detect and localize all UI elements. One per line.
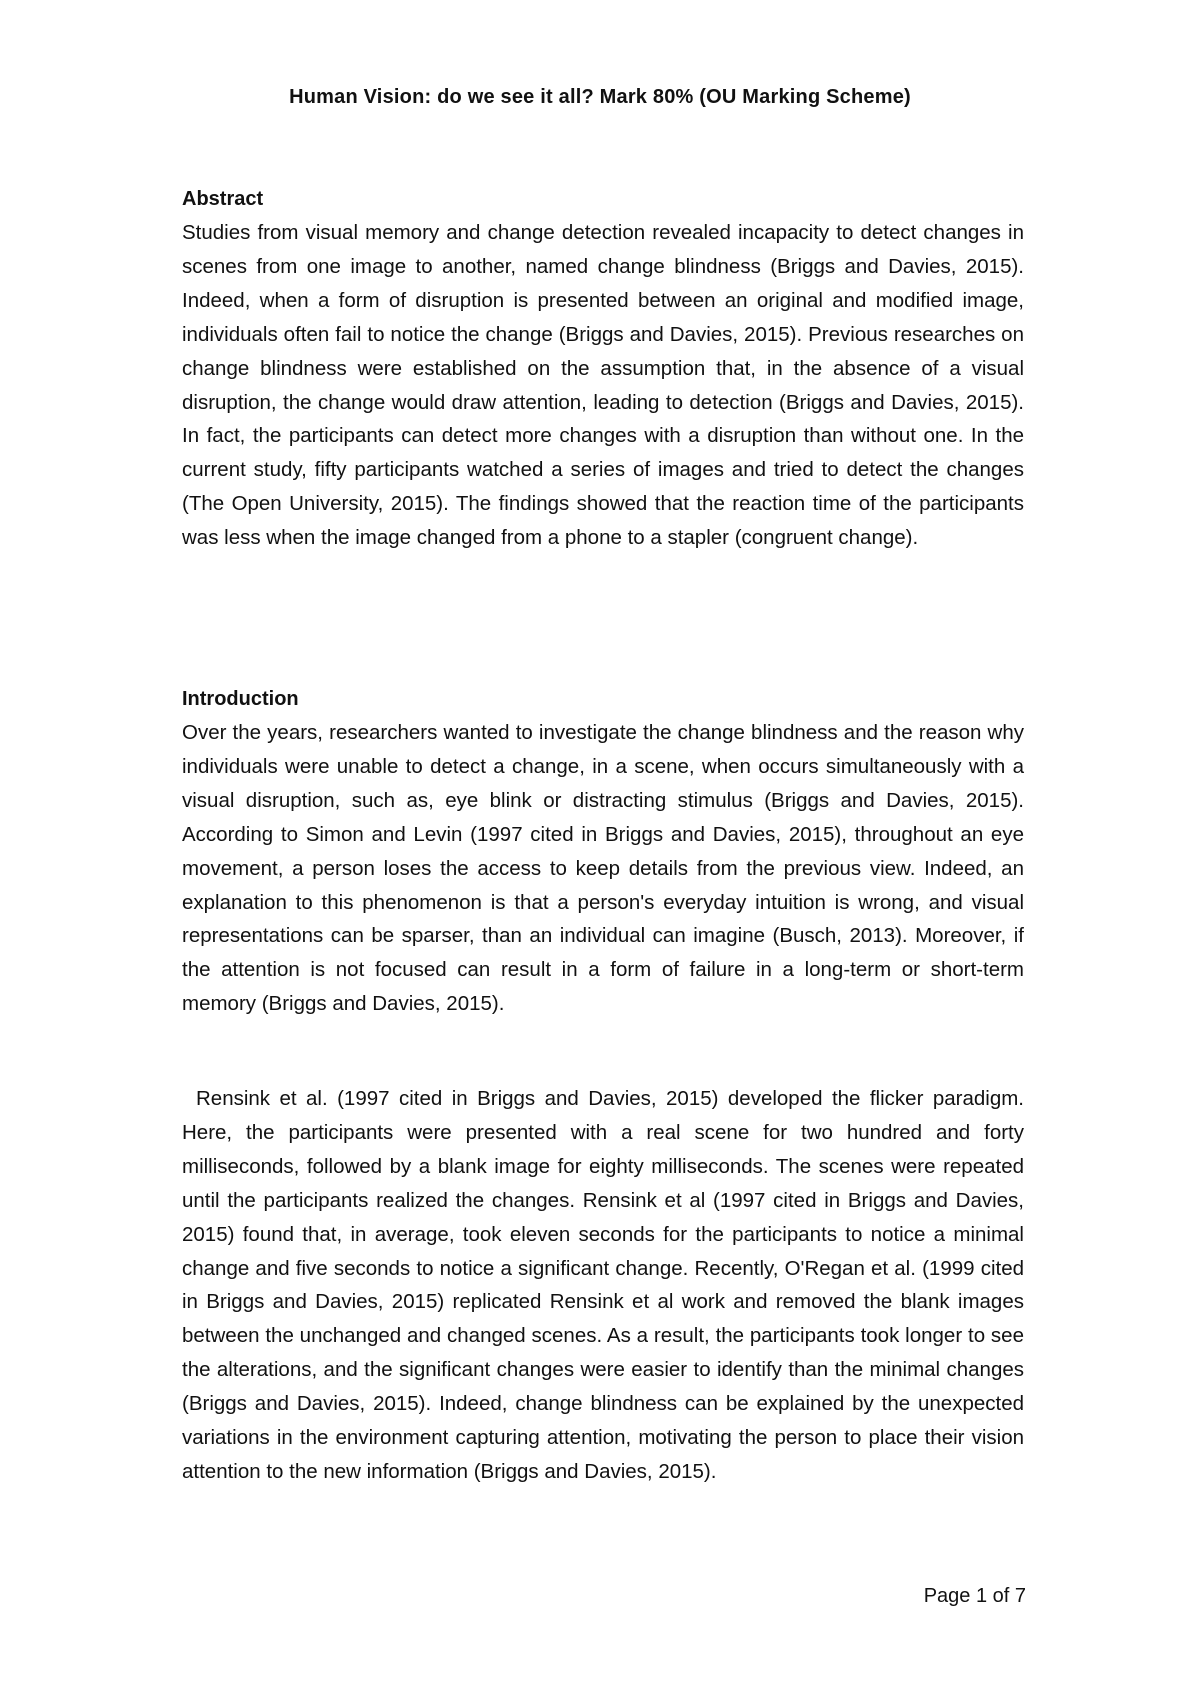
page-number: Page 1 of 7 <box>923 1585 1026 1607</box>
abstract-section <box>182 182 1024 555</box>
introduction-paragraph-1: Over the years, researchers wanted to investigate the change blindness and the reason why individuals were unable to detect a change, in a scene, when occurs simultaneously with a visual disruption, such as, eye blink or distracting stimulus (Briggs and Davies, 2015). According to Simon and Levin (1997 cited in Briggs and Davies, 2015), throughout an eye movement, a person loses the access to keep details from the previous view. Indeed, an explanation to this phenomenon is that a person's everyday intuition is wrong, and visual representations can be sparser, than an individual can imagine (Busch, 2013). Moreover, if the attention is not focused can result in a form of failure in a long-term or short-term memory (Briggs and Davies, 2015). <box>182 721 1024 1016</box>
abstract-text: Studies from visual memory and change detection revealed incapacity to detect changes in scenes from one image to another, named change blindness (Briggs and Davies, 2015). Indeed, when a form of disruption is presented between an original and modified image, individuals often fail to notice the change (Briggs and Davies, 2015). Previous researches on change blindness were established on the assumption that, in the absence of a visual disruption, the change would draw attention, leading to detection (Briggs and Davies, 2015). In fact, the participants can detect more changes with a disruption than without one. In the current study, fifty participants watched a series of images and tried to detect the changes (The Open University, 2015). The findings showed that the reaction time of the participants was less when the image changed from a phone to a stapler (congruent change). <box>182 221 1024 550</box>
introduction-paragraph-2: Rensink et al. (1997 cited in Briggs and Davies, 2015) developed the flicker paradigm. Here, the participants were presented with a real scene for two hundred and forty milliseconds, followed by a blank image for eighty milliseconds. The scenes were repeated until the participants realized the changes. Rensink et al (1997 cited in Briggs and Davies, 2015) found that, in average, took eleven seconds for the participants to notice a minimal change and five seconds to notice a significant change. Recently, O'Regan et al. (1999 cited in Briggs and Davies, 2015) replicated Rensink et al work and removed the blank images between the unchanged and changed scenes. As a result, the participants took longer to see the alterations, and the significant changes were easier to identify than the minimal changes (Briggs and Davies, 2015). Indeed, change blindness can be explained by the unexpected variations in the environment capturing attention, motivating the person to place their vision attention to the new information (Briggs and Davies, 2015). <box>182 1087 1024 1483</box>
introduction-heading: Introduction <box>182 688 299 710</box>
abstract-heading: Abstract <box>182 188 264 210</box>
introduction-paragraph-2-block <box>182 1082 1024 1489</box>
introduction-section <box>182 682 1024 1021</box>
document-title: Human Vision: do we see it all? Mark 80% (OU Marking Scheme) <box>289 86 911 108</box>
